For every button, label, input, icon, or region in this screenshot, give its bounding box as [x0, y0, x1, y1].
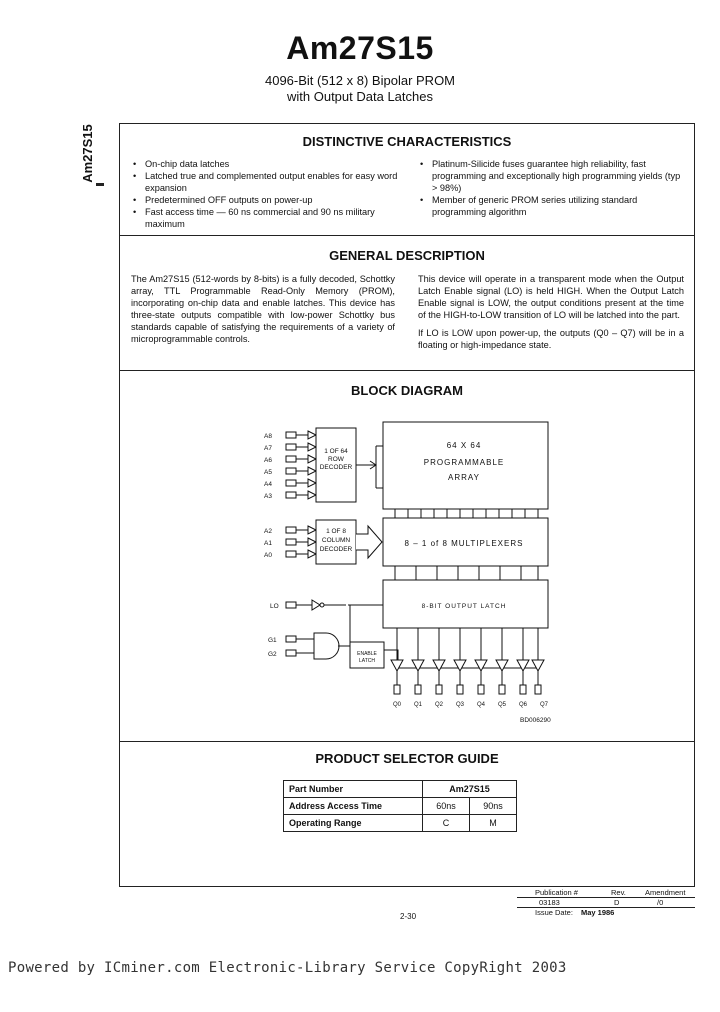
list-item: • On-chip data latches [131, 158, 401, 170]
page-subtitle [0, 73, 720, 105]
label-q7: Q7 [539, 702, 549, 708]
array-bus [395, 509, 538, 518]
selector-title: PRODUCT SELECTOR GUIDE [315, 751, 499, 766]
issue-value: May 1986 [581, 908, 615, 917]
column-address-inputs [286, 526, 316, 558]
array-line: ARRAY [448, 473, 480, 482]
input-pin [286, 444, 296, 450]
label-lo: LO [270, 603, 279, 610]
table-cell: M [470, 815, 517, 832]
footer-watermark: Powered by ICminer.com Electronic-Library Service CopyRight 2003 [8, 960, 567, 976]
general-paragraph: The Am27S15 (512-words by 8-bits) is a fully decoded, Schottky array, TTL Programmable Read-Only Memory (PROM), incorporating on-chip data and enable latches. This device has three-state outputs compatible with low-power Schottky bus standards capable of satisfying the requirements of a variety of microprogrammable controls. [131, 274, 395, 344]
buffer-output-wires [397, 671, 538, 685]
row-bus-arrow [356, 461, 376, 469]
table-row [284, 798, 517, 815]
amend-value: /0 [657, 898, 664, 907]
table-cell: Address Access Time [284, 798, 423, 815]
label-a3: A3 [264, 493, 272, 500]
side-label-text: Am27S15 [79, 124, 95, 183]
mux-label: 8 – 1 of 8 MULTIPLEXERS [404, 539, 524, 548]
block-diagram [250, 410, 580, 735]
block-diagram-title: BLOCK DIAGRAM [351, 383, 463, 398]
row-decoder-line: ROW [328, 456, 344, 463]
row-decoder-line: DECODER [319, 464, 353, 471]
subtitle-line-2: with Output Data Latches [287, 89, 433, 104]
column-decoder-line: 1 OF 8 [326, 528, 346, 535]
label-a5: A5 [264, 469, 272, 476]
input-pin [286, 527, 296, 533]
input-pin [286, 539, 296, 545]
label-q6: Q6 [518, 702, 528, 708]
enable-latch-label [357, 651, 377, 664]
input-pin [286, 480, 296, 486]
table-cell: C [423, 815, 470, 832]
output-buffers [391, 628, 544, 694]
output-latch-label: 8-BIT OUTPUT LATCH [421, 603, 507, 610]
input-pin [286, 492, 296, 498]
distinctive-right-list [418, 158, 686, 218]
label-a0: A0 [264, 552, 272, 559]
side-label-tab [96, 183, 104, 186]
input-pin [286, 456, 296, 462]
general-right-column [418, 273, 684, 357]
label-q1: Q1 [413, 702, 423, 708]
row-bus [376, 446, 383, 488]
label-q4: Q4 [476, 702, 486, 708]
page-number: 2-30 [400, 912, 417, 921]
label-a1: A1 [264, 540, 272, 547]
table-cell: 60ns [423, 798, 470, 815]
list-item: • Member of generic PROM series utilizing standard programming algorithm [418, 194, 686, 218]
input-pin [286, 602, 296, 608]
enable-latch-line: ENABLE [357, 651, 377, 657]
input-pin [286, 650, 296, 656]
lo-buffer [312, 600, 320, 610]
label-g1: G1 [268, 637, 277, 644]
label-a4: A4 [264, 481, 272, 488]
section-divider [119, 235, 695, 236]
table-cell: Operating Range [284, 815, 423, 832]
table-row [284, 781, 517, 798]
general-paragraph: This device will operate in a transparent mode when the Output Latch Enable signal (LO) is held HIGH. When the Output Latch Enable signal is LOW, the output conditions present at the time of the HIGH-to-LOW transition of LO will be latched into the part. [418, 274, 684, 320]
column-decoder-line: DECODER [319, 546, 353, 553]
list-item: • Fast access time — 60 ns commercial and 90 ns military maximum [131, 206, 401, 230]
column-select-arrow [356, 526, 382, 558]
table-cell: 90ns [470, 798, 517, 815]
enable-wires [296, 639, 314, 653]
label-a6: A6 [264, 457, 272, 464]
array-line: PROGRAMMABLE [423, 458, 505, 467]
table-cell: Am27S15 [423, 781, 517, 798]
label-q2: Q2 [434, 702, 444, 708]
amend-label: Amendment [645, 888, 686, 897]
page-title: Am27S15 [286, 30, 434, 66]
column-input-labels [264, 528, 272, 559]
issue-label: Issue Date: [535, 908, 573, 917]
input-buffers [308, 431, 316, 499]
table-cell: Part Number [284, 781, 423, 798]
enable-input-labels [268, 637, 277, 658]
section-divider [119, 741, 695, 742]
tristate-buffers [391, 660, 544, 671]
list-item: • Predetermined OFF outputs on power-up [131, 194, 401, 206]
figure-id: BD006290 [520, 717, 551, 724]
label-q3: Q3 [455, 702, 465, 708]
list-item: • Platinum-Silicide fuses guarantee high reliability, fast programming and exceptionally high programming yields (typ > 98%) [418, 158, 686, 194]
publication-box [517, 887, 695, 917]
array-line: 64 X 64 [446, 441, 482, 450]
latch-output-wires [397, 628, 538, 660]
general-left-column [131, 273, 395, 351]
label-q0: Q0 [392, 702, 402, 708]
input-pin [286, 551, 296, 557]
distinctive-left-list [131, 158, 401, 230]
output-pins [394, 685, 541, 694]
input-pin [286, 468, 296, 474]
enable-and-gate [314, 633, 339, 659]
table-row [284, 815, 517, 832]
subtitle-line-1: 4096-Bit (512 x 8) Bipolar PROM [264, 73, 456, 88]
section-divider [119, 370, 695, 371]
input-pin [286, 432, 296, 438]
list-item: • Latched true and complemented output enables for easy word expansion [131, 170, 401, 194]
lo-wires [296, 605, 383, 642]
general-paragraph: If LO is LOW upon power-up, the outputs (Q0 – Q7) will be in a floating or high-impedance state. [418, 328, 684, 350]
label-a7: A7 [264, 445, 272, 452]
lo-inverter-bubble [320, 603, 324, 607]
side-label [80, 124, 120, 184]
input-pin [286, 636, 296, 642]
mux-outputs [395, 566, 538, 580]
label-a2: A2 [264, 528, 272, 535]
selector-table [283, 780, 517, 832]
pub-value: 03183 [539, 898, 560, 907]
column-decoder-line: COLUMN [321, 537, 351, 544]
rev-value: D [614, 898, 620, 907]
label-a8: A8 [264, 433, 272, 440]
distinctive-title: DISTINCTIVE CHARACTERISTICS [302, 134, 512, 149]
label-q5: Q5 [497, 702, 507, 708]
label-g2: G2 [268, 651, 277, 658]
pub-label: Publication # [535, 888, 578, 897]
output-labels [393, 702, 549, 708]
row-address-inputs [286, 431, 316, 499]
row-decoder-line: 1 OF 64 [324, 448, 348, 455]
row-input-labels [264, 433, 272, 500]
general-title: GENERAL DESCRIPTION [329, 248, 485, 263]
input-buffers [308, 526, 316, 558]
enable-latch-line: LATCH [358, 658, 376, 664]
rev-label: Rev. [611, 888, 626, 897]
